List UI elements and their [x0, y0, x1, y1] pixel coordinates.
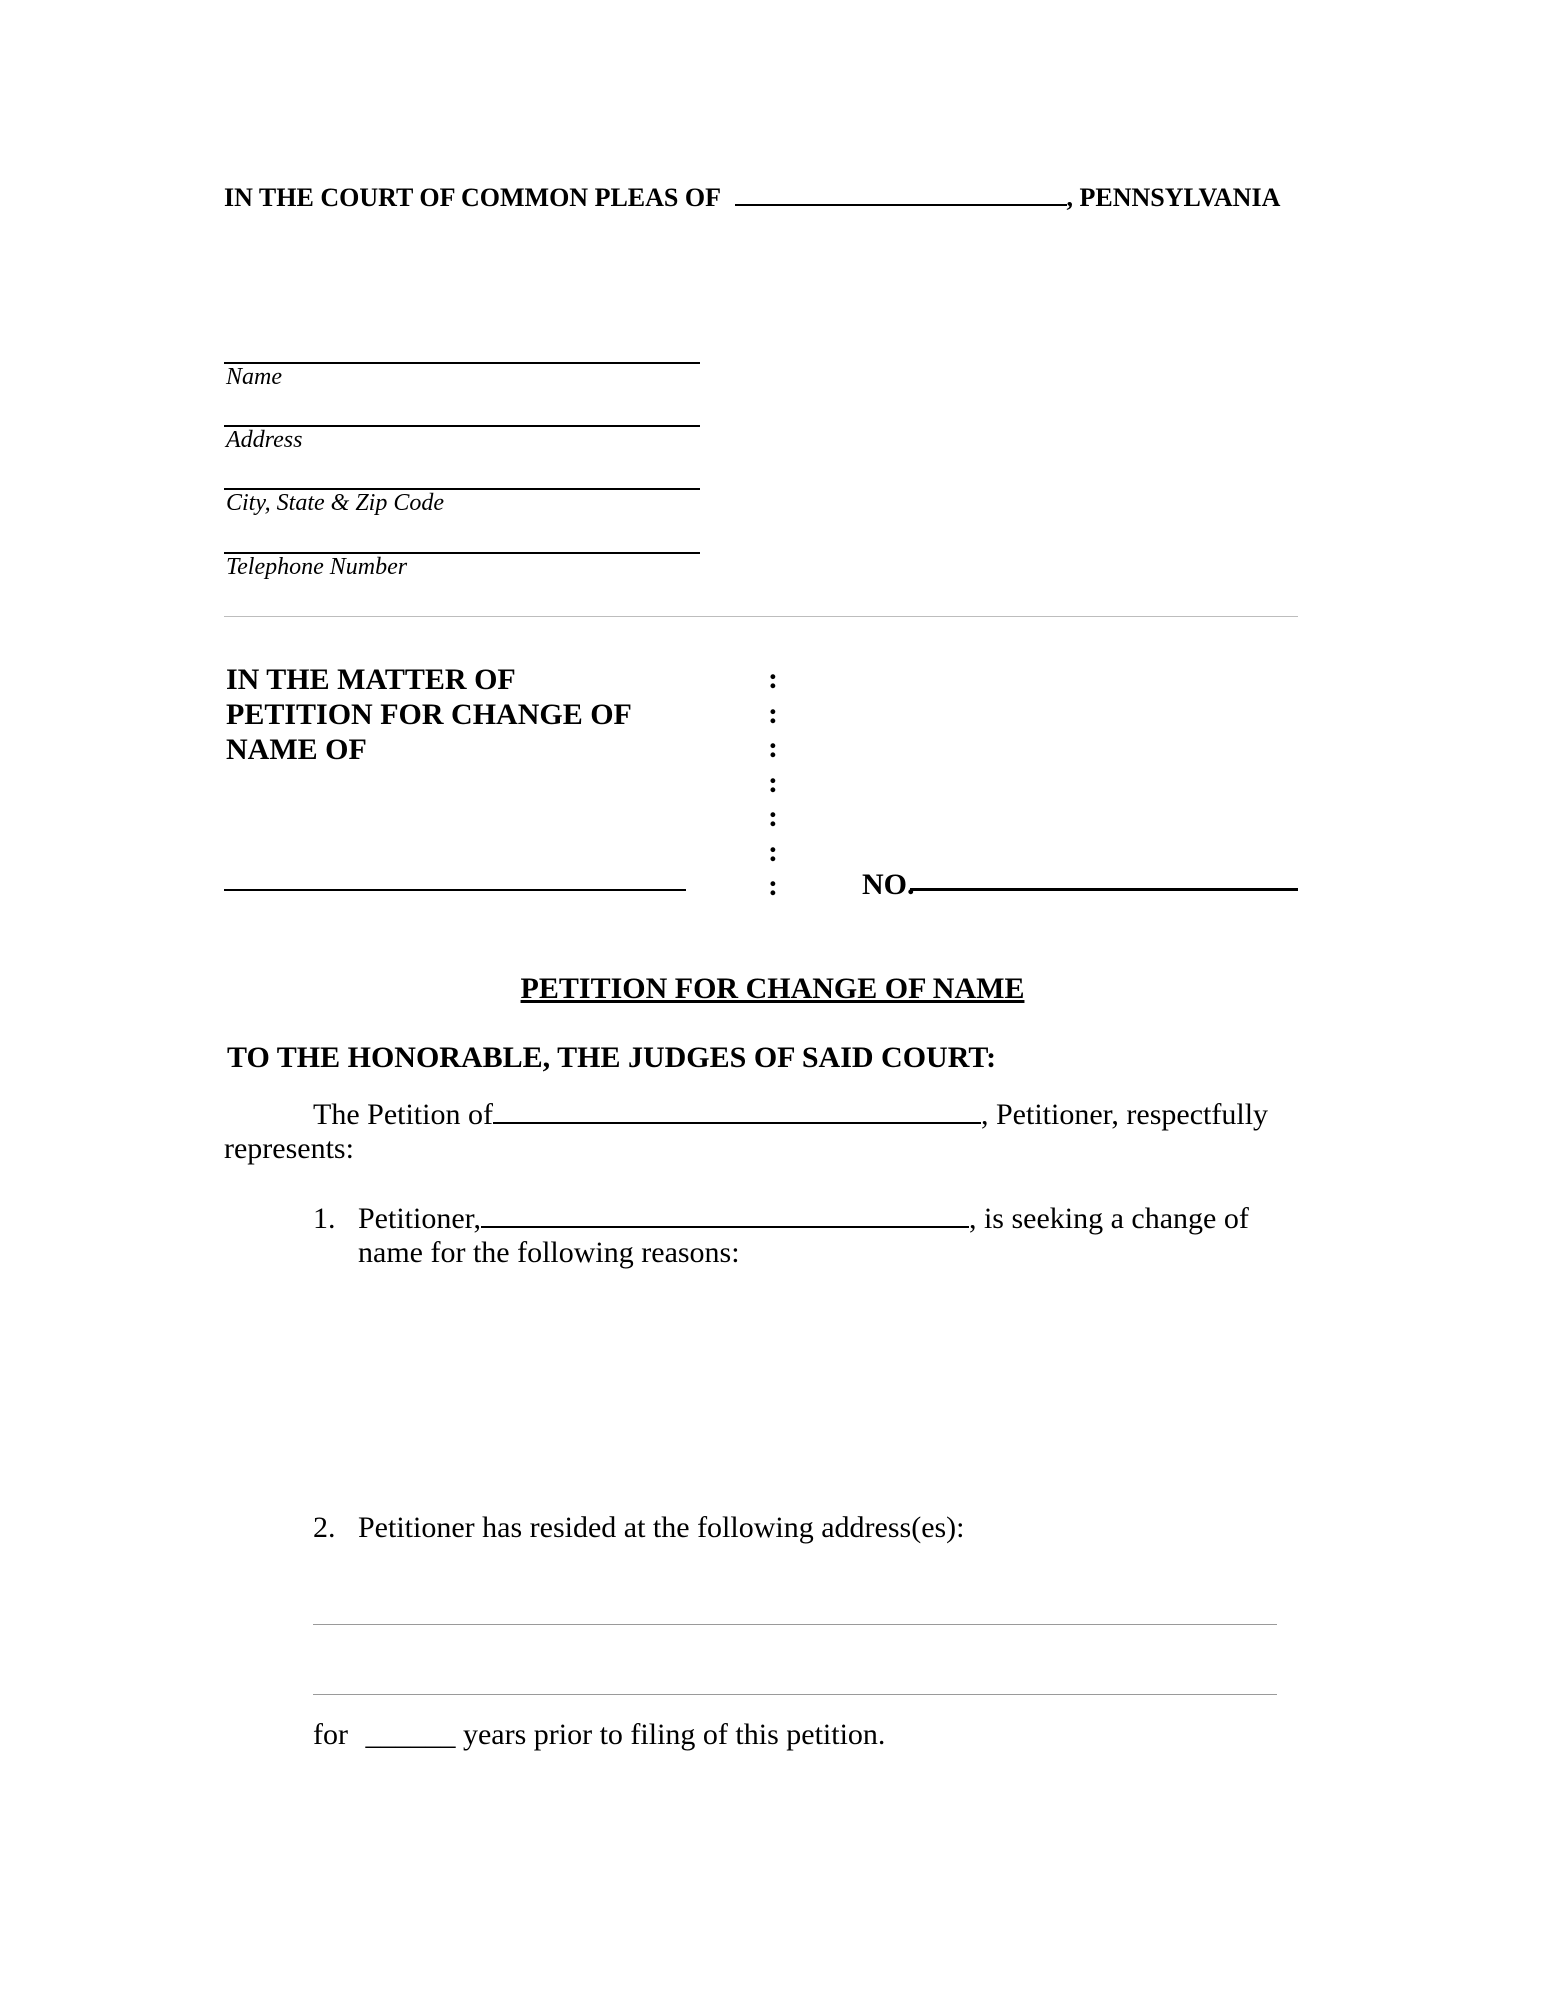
- petitioner-name-blank[interactable]: [224, 889, 686, 891]
- colon: :: [768, 765, 778, 799]
- colon: :: [768, 869, 778, 902]
- item1-line-1: [358, 1202, 1249, 1236]
- years-blank[interactable]: ______: [365, 1718, 456, 1751]
- years-prefix: for: [313, 1718, 348, 1751]
- city-state-zip-label: City, State & Zip Code: [226, 490, 445, 516]
- caption-colons: [768, 662, 778, 904]
- name-label: Name: [226, 364, 282, 390]
- name-line[interactable]: [224, 362, 700, 364]
- years-line: [313, 1718, 885, 1752]
- colon: :: [768, 834, 778, 868]
- case-number-label: NO.: [862, 868, 915, 901]
- petition-of-blank[interactable]: [493, 1098, 981, 1124]
- colon: :: [768, 696, 778, 730]
- court-header: [224, 182, 1280, 213]
- caption-line-1: IN THE MATTER OF: [226, 663, 516, 696]
- item1-prefix: Petitioner,: [358, 1202, 481, 1235]
- item1-suffix: , is seeking a change of: [968, 1202, 1249, 1235]
- years-suffix: years prior to filing of this petition.: [462, 1718, 886, 1751]
- item2-text: Petitioner has resided at the following address(es):: [358, 1511, 965, 1544]
- salutation: TO THE HONORABLE, THE JUDGES OF SAID COURT:: [227, 1041, 997, 1074]
- county-blank[interactable]: [735, 182, 1067, 206]
- document-title: PETITION FOR CHANGE OF NAME: [520, 972, 1025, 1005]
- court-suffix: , PENNSYLVANIA: [1066, 183, 1281, 212]
- address-label: Address: [226, 427, 303, 453]
- colon: :: [768, 731, 778, 764]
- intro-line-2: represents:: [224, 1132, 354, 1165]
- colon: :: [768, 800, 778, 833]
- case-caption: [226, 662, 632, 767]
- intro-prefix: The Petition of: [313, 1098, 493, 1131]
- item1-line-2: name for the following reasons:: [358, 1236, 740, 1269]
- address-blank-2[interactable]: [313, 1694, 1277, 1695]
- item1-name-blank[interactable]: [481, 1202, 969, 1228]
- address-blank-1[interactable]: [313, 1624, 1277, 1625]
- caption-line-3: NAME OF: [226, 733, 367, 766]
- intro-line-1: [313, 1098, 1268, 1132]
- telephone-label: Telephone Number: [226, 554, 408, 580]
- item2-number: 2.: [313, 1511, 336, 1544]
- court-prefix: IN THE COURT OF COMMON PLEAS OF: [224, 183, 721, 212]
- intro-suffix: , Petitioner, respectfully: [980, 1098, 1269, 1131]
- caption-line-2: PETITION FOR CHANGE OF: [226, 698, 632, 731]
- case-number-blank[interactable]: [910, 888, 1298, 891]
- section-divider: [224, 616, 1298, 617]
- colon: :: [768, 662, 778, 695]
- item1-number: 1.: [313, 1202, 336, 1235]
